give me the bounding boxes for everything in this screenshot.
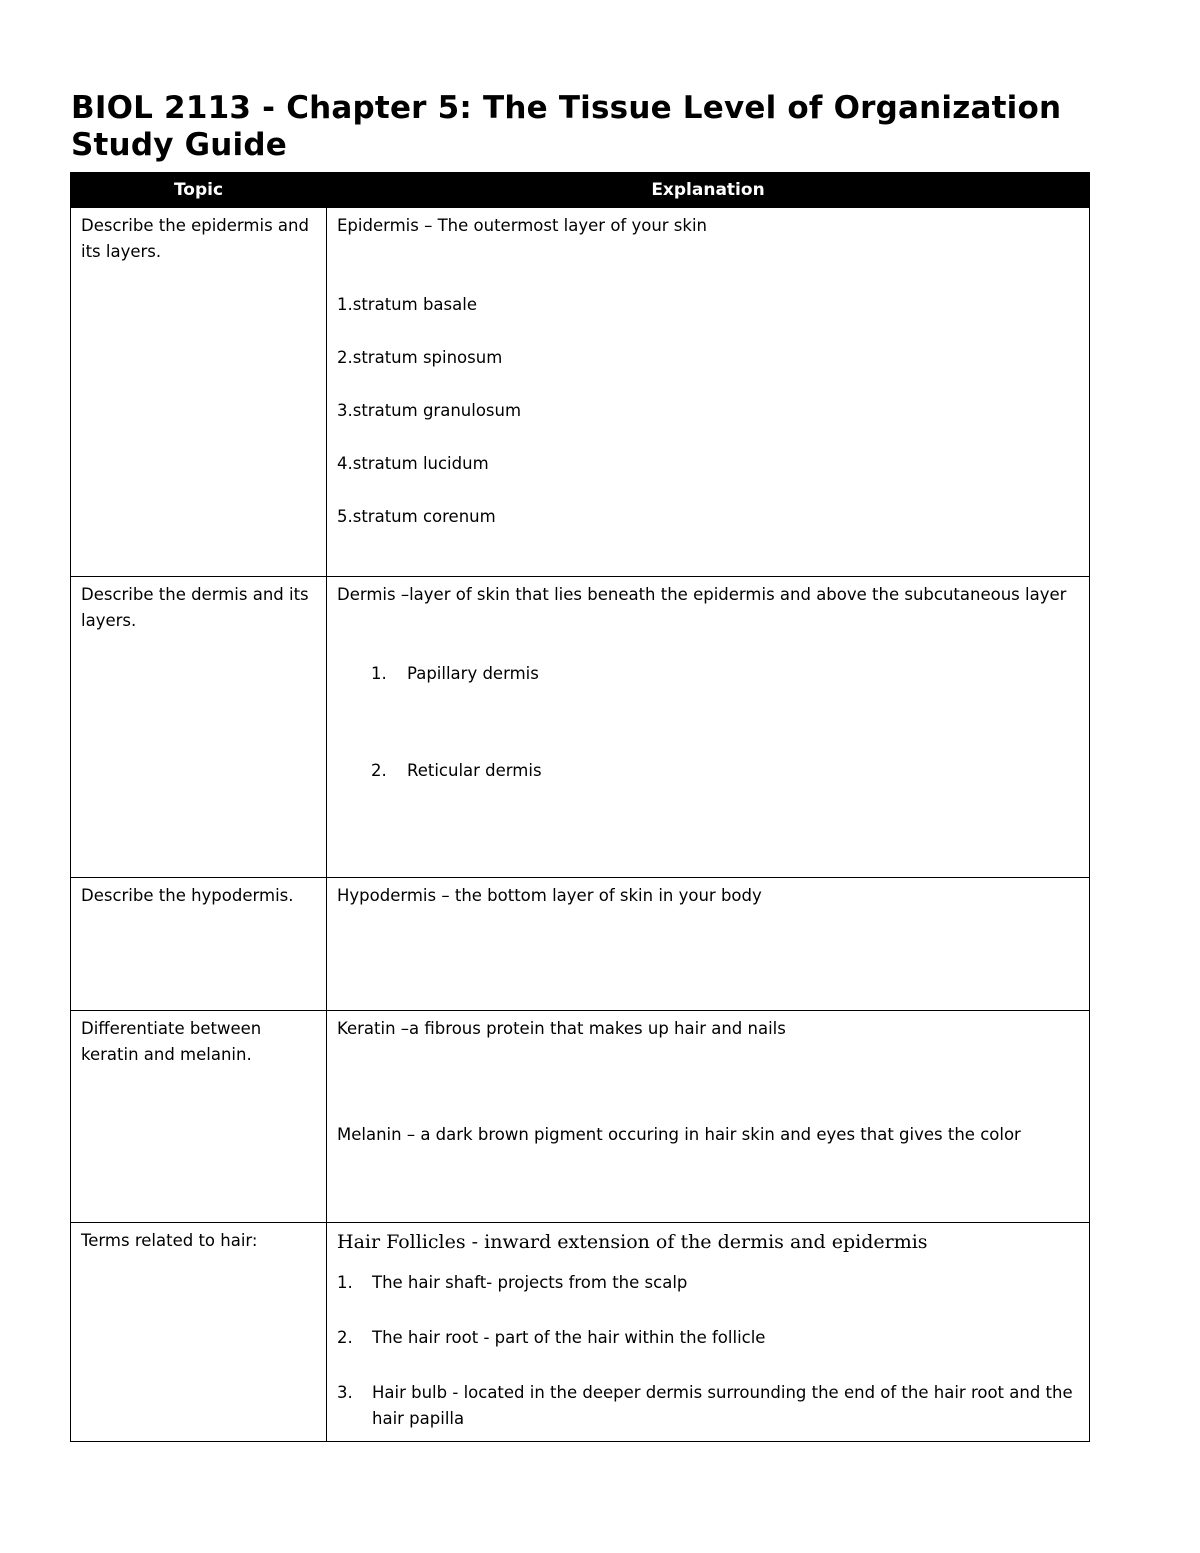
- header-explanation: Explanation: [327, 173, 1090, 208]
- list-number: 2.: [371, 761, 387, 780]
- explanation-cell: [327, 1011, 1090, 1223]
- topic-cell: Describe the epidermis and its layers.: [71, 208, 327, 577]
- document-title: [71, 90, 1131, 164]
- study-guide-table: [70, 172, 1090, 1442]
- list-text: The hair shaft- projects from the scalp: [372, 1273, 688, 1292]
- hypodermis-definition: Hypodermis – the bottom layer of skin in your body: [337, 886, 762, 905]
- list-item: [337, 1270, 1079, 1296]
- list-item: 5.stratum corenum: [337, 507, 496, 526]
- table-row: [71, 878, 1090, 1011]
- list-item: [337, 661, 1079, 687]
- explanation-cell: [327, 208, 1090, 577]
- list-item: [337, 758, 1079, 784]
- list-item: [337, 1380, 1079, 1432]
- hair-follicles-definition: Hair Follicles - inward extension of the dermis and epidermis: [337, 1231, 928, 1253]
- table-row: [71, 208, 1090, 577]
- list-item: 3.stratum granulosum: [337, 401, 522, 420]
- list-number: 1.: [371, 664, 387, 683]
- header-topic: Topic: [71, 173, 327, 208]
- keratin-definition: Keratin –a fibrous protein that makes up hair and nails: [337, 1019, 786, 1038]
- epidermis-definition: Epidermis – The outermost layer of your skin: [337, 216, 708, 235]
- list-text: Reticular dermis: [407, 761, 542, 780]
- topic-cell: Describe the dermis and its layers.: [71, 577, 327, 878]
- list-item: [337, 1325, 1079, 1351]
- dermis-definition: Dermis –layer of skin that lies beneath the epidermis and above the subcutaneous layer: [337, 585, 1067, 604]
- topic-cell: Terms related to hair:: [71, 1223, 327, 1442]
- list-number: 1.: [337, 1273, 353, 1292]
- header-row: [71, 173, 1090, 208]
- list-number: 3.: [337, 1383, 353, 1402]
- list-text: Papillary dermis: [407, 664, 539, 683]
- table-row: [71, 1223, 1090, 1442]
- table-row: [71, 577, 1090, 878]
- list-item: 2.stratum spinosum: [337, 348, 503, 367]
- title-line-2: Study Guide: [71, 127, 287, 163]
- list-text: Hair bulb - located in the deeper dermis surrounding the end of the hair root and the hair papilla: [372, 1383, 1073, 1428]
- list-number: 2.: [337, 1328, 353, 1347]
- list-item: 4.stratum lucidum: [337, 454, 489, 473]
- topic-cell: Describe the hypodermis.: [71, 878, 327, 1011]
- melanin-definition: Melanin – a dark brown pigment occuring in hair skin and eyes that gives the color: [337, 1125, 1021, 1144]
- table-row: [71, 1011, 1090, 1223]
- list-text: The hair root - part of the hair within the follicle: [372, 1328, 766, 1347]
- topic-cell: Differentiate between keratin and melanin.: [71, 1011, 327, 1223]
- explanation-cell: [327, 577, 1090, 878]
- title-line-1: BIOL 2113 - Chapter 5: The Tissue Level of Organization: [71, 90, 1062, 126]
- explanation-cell: [327, 1223, 1090, 1442]
- list-item: 1.stratum basale: [337, 295, 477, 314]
- explanation-cell: [327, 878, 1090, 1011]
